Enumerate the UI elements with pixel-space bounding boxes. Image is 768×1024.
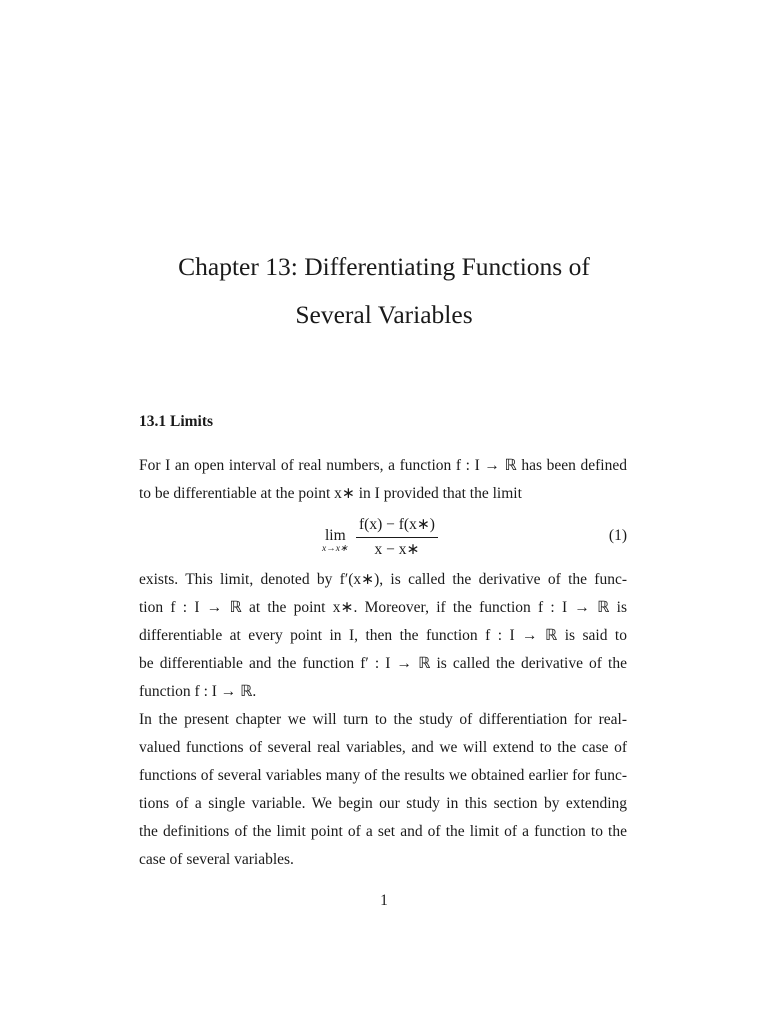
fraction-bar bbox=[356, 537, 438, 538]
paragraph-derivative bbox=[139, 566, 627, 706]
paragraph-line: be differentiable and the function f′ : I → ℝ is called the derivative of the bbox=[139, 655, 627, 672]
paragraph-line: tion f : I → ℝ at the point x∗. Moreover, if the function f : I → ℝ is bbox=[139, 599, 627, 616]
equation-number: (1) bbox=[608, 527, 627, 544]
paragraph-chapter-overview bbox=[139, 706, 627, 874]
paragraph-line: differentiable at every point in I, then the function f : I → ℝ is said to bbox=[139, 627, 627, 644]
lim-subscript: x→x∗ bbox=[322, 544, 348, 554]
fraction-numerator: f(x) − f(x∗) bbox=[359, 516, 435, 533]
paragraph-line: tions of a single variable. We begin our study in this section by extending bbox=[139, 795, 627, 812]
difference-quotient bbox=[356, 515, 438, 560]
chapter-title-line-1: Chapter 13: Differentiating Functions of bbox=[178, 252, 590, 282]
section-heading: 13.1 Limits bbox=[139, 413, 214, 430]
paragraph-line: valued functions of several real variables, and we will extend to the case of bbox=[139, 739, 627, 756]
paragraph-line: case of several variables. bbox=[139, 851, 294, 868]
paragraph-line: functions of several variables many of the results we obtained earlier for func- bbox=[139, 767, 627, 784]
paragraph-line: In the present chapter we will turn to the study of differentiation for real- bbox=[139, 711, 627, 728]
lim-operator: lim bbox=[325, 527, 346, 544]
paragraph-intro bbox=[139, 452, 627, 508]
chapter-title bbox=[120, 243, 648, 339]
equation-1 bbox=[139, 515, 627, 559]
paragraph-line: to be differentiable at the point x∗ in I provided that the limit bbox=[139, 485, 522, 502]
paragraph-line: the definitions of the limit point of a set and of the limit of a function to the bbox=[139, 823, 627, 840]
paragraph-line: For I an open interval of real numbers, a function f : I → ℝ has been defined bbox=[139, 457, 627, 474]
paragraph-line: exists. This limit, denoted by f′(x∗), is called the derivative of the func- bbox=[139, 571, 627, 588]
page-number: 1 bbox=[380, 892, 388, 909]
fraction-denominator: x − x∗ bbox=[374, 541, 420, 558]
paragraph-line: function f : I → ℝ. bbox=[139, 683, 257, 700]
chapter-title-line-2: Several Variables bbox=[295, 300, 473, 330]
